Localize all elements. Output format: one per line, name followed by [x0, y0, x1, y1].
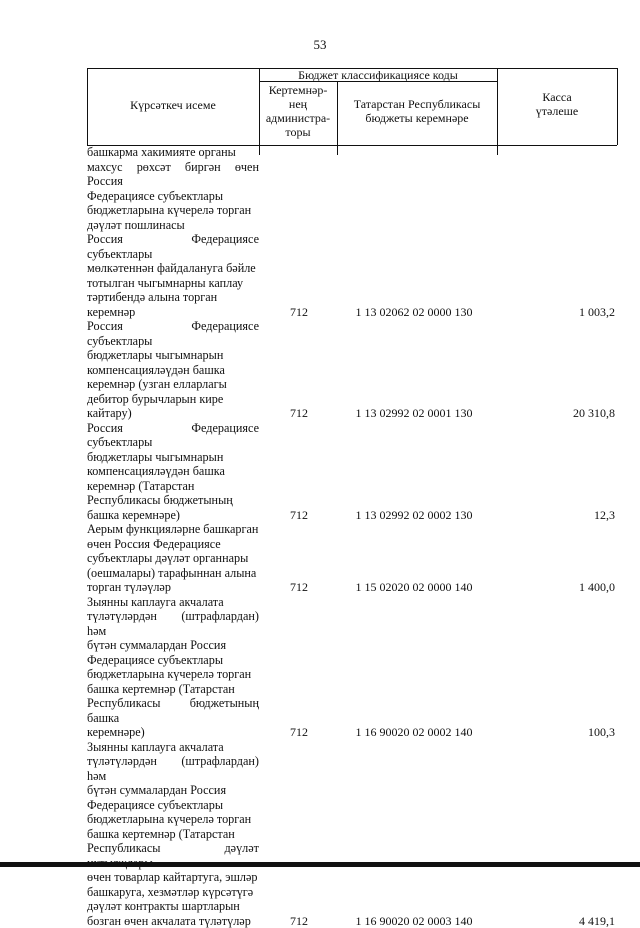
- indicator-line: торган түләүләр: [87, 580, 259, 595]
- table-row: [87, 421, 617, 523]
- revenue-code: 1 13 02992 02 0002 130: [344, 508, 484, 523]
- indicator-line: башкаруга, хезмәтләр күрсәтүгә: [87, 885, 259, 900]
- revenue-code: 1 15 02020 02 0000 140: [344, 580, 484, 595]
- indicator-line: бюджетларына күчерелә торган: [87, 203, 259, 218]
- indicator-line: Россия Федерациясе субъектлары: [87, 319, 259, 348]
- indicator-line: түләтүләрдән (штрафлардан) һәм: [87, 754, 259, 783]
- indicator-line: керемнәре): [87, 725, 259, 740]
- table-row: [87, 522, 617, 595]
- administrator-code: 712: [269, 725, 329, 740]
- indicator-line: Зыянны каплауга акчалата: [87, 740, 259, 755]
- cash-amount: 12,3: [515, 508, 615, 523]
- indicator-line: Республикасы бюджетының: [87, 493, 259, 508]
- indicator-line: субъектлары дәүләт органнары: [87, 551, 259, 566]
- indicator-line: бюджетларына күчерелә торган: [87, 812, 259, 827]
- indicator-line: махсус рөхсәт биргән өчен Россия: [87, 160, 259, 189]
- administrator-code: 712: [269, 914, 329, 928]
- table-row: [87, 740, 617, 928]
- table-row: [87, 319, 617, 421]
- table-row: [87, 145, 617, 232]
- indicator-line: бюджетлары чыгымнарын: [87, 348, 259, 363]
- indicator-line: дәүләт контракты шартларын: [87, 899, 259, 914]
- cash-amount: 100,3: [515, 725, 615, 740]
- indicator-line: Россия Федерациясе субъектлары: [87, 232, 259, 261]
- indicator-line: бозган өчен акчалата түләтүләр: [87, 914, 259, 928]
- indicator-line: керемнәр: [87, 305, 259, 320]
- indicator-line: Зыянны каплауга акчалата: [87, 595, 259, 610]
- administrator-code: 712: [269, 406, 329, 421]
- indicator-name: [87, 421, 259, 523]
- indicator-line: дәүләт пошлинасы: [87, 218, 259, 233]
- indicator-line: керемнәр (узган елларлагы: [87, 377, 259, 392]
- indicator-line: бюджетлары чыгымнарын: [87, 450, 259, 465]
- indicator-line: тәртибендә алына торган: [87, 290, 259, 305]
- cash-amount: 20 310,8: [515, 406, 615, 421]
- indicator-line: түләтүләрдән (штрафлардан) һәм: [87, 609, 259, 638]
- cash-amount: 1 400,0: [515, 580, 615, 595]
- table-row: [87, 595, 617, 740]
- indicator-line: башкарма хакимияте органы: [87, 145, 259, 160]
- table-body: [87, 145, 617, 928]
- administrator-code: 712: [269, 508, 329, 523]
- indicator-line: (оешмалары) тарафыннан алына: [87, 566, 259, 581]
- indicator-line: керемнәр (Татарстан: [87, 479, 259, 494]
- indicator-line: мөлкәтеннән файдалануга бәйле: [87, 261, 259, 276]
- table-row: [87, 232, 617, 319]
- indicator-name: [87, 319, 259, 421]
- indicator-line: Федерациясе субъектлары: [87, 653, 259, 668]
- indicator-line: Республикасы дәүләт: [87, 841, 259, 870]
- revenue-code: 1 13 02062 02 0000 130: [344, 305, 484, 320]
- indicator-line: башка керемнәре): [87, 508, 259, 523]
- indicator-line: компенсацияләүдән башка: [87, 464, 259, 479]
- administrator-code: 712: [269, 580, 329, 595]
- indicator-line: Федерациясе субъектлары: [87, 189, 259, 204]
- revenue-code: 1 16 90020 02 0002 140: [344, 725, 484, 740]
- indicator-line: Аерым функцияләрне башкарган: [87, 522, 259, 537]
- indicator-line: өчен товарлар кайтартуга, эшләр: [87, 870, 259, 885]
- administrator-code: 712: [269, 305, 329, 320]
- indicator-line: кайтару): [87, 406, 259, 421]
- indicator-name: [87, 232, 259, 319]
- indicator-line: компенсацияләүдән башка: [87, 363, 259, 378]
- header-tatarstan-revenue: Татарстан Республикасы бюджеты керемнәре: [337, 97, 497, 125]
- indicator-line: Республикасы бюджетының башка: [87, 696, 259, 725]
- revenue-code: 1 13 02992 02 0001 130: [344, 406, 484, 421]
- header-indicator-name: Күрсәткеч исеме: [87, 98, 259, 112]
- indicator-line: Федерациясе субъектлары: [87, 798, 259, 813]
- cash-amount: 1 003,2: [515, 305, 615, 320]
- page-number: 53: [0, 37, 640, 53]
- header-budget-code-group: Бюджет классификациясе коды: [259, 68, 497, 82]
- indicator-line: башка кертемнәр (Татарстан: [87, 827, 259, 842]
- indicator-line: өчен Россия Федерациясе: [87, 537, 259, 552]
- indicator-name: [87, 522, 259, 595]
- header-cash-execution: Касса үтәлеше: [497, 90, 617, 118]
- indicator-line: башка кертемнәр (Татарстан: [87, 682, 259, 697]
- table-header: [87, 68, 617, 155]
- indicator-line: бүтән суммалардан Россия: [87, 638, 259, 653]
- cash-amount: 4 419,1: [515, 914, 615, 928]
- revenue-code: 1 16 90020 02 0003 140: [344, 914, 484, 928]
- header-administrator: Кертемнәр- нең администра- торы: [259, 83, 337, 139]
- indicator-line: дебитор бурычларын кире: [87, 392, 259, 407]
- indicator-name: [87, 740, 259, 928]
- indicator-line: Россия Федерациясе субъектлары: [87, 421, 259, 450]
- indicator-name: [87, 145, 259, 232]
- bottom-rule: [0, 862, 640, 867]
- indicator-line: бюджетларына күчерелә торган: [87, 667, 259, 682]
- indicator-name: [87, 595, 259, 740]
- indicator-line: бүтән суммалардан Россия: [87, 783, 259, 798]
- header-right-border: [617, 68, 618, 145]
- indicator-line: тотылган чыгымнарны каплау: [87, 276, 259, 291]
